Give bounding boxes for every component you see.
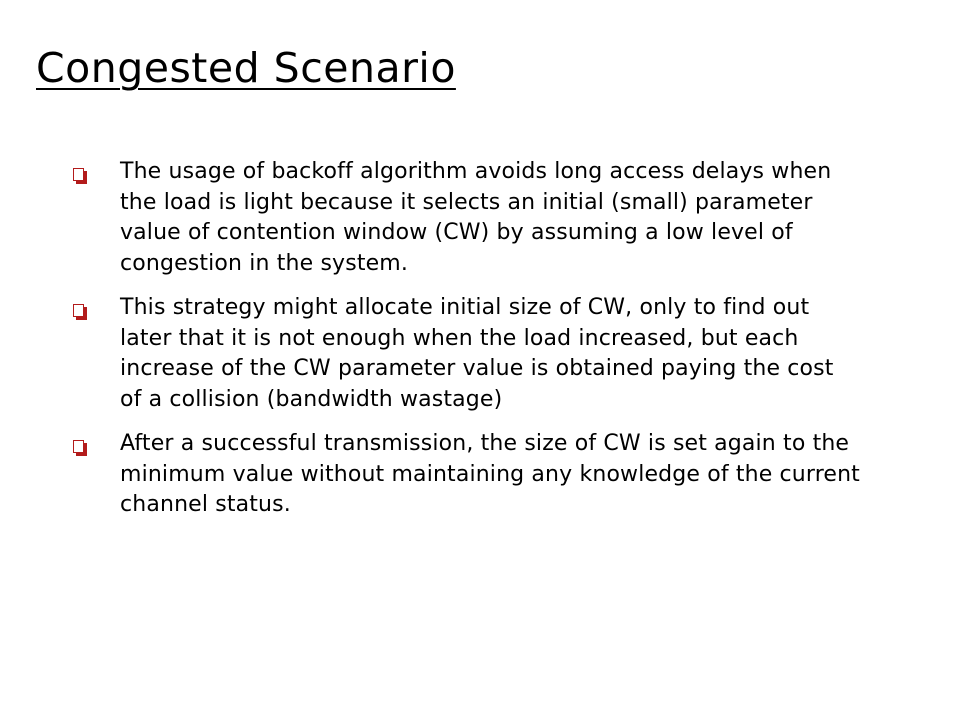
square-bullet-icon bbox=[73, 440, 84, 453]
slide-title: Congested Scenario bbox=[36, 44, 456, 92]
square-bullet-icon bbox=[73, 168, 84, 181]
bullet-text: The usage of backoff algorithm avoids long access delays when the load is light because it selects an initial (small) parameter value of contention window (CW) by assuming a low level of congestion in the system. bbox=[120, 159, 832, 276]
bullet-text: This strategy might allocate initial size of CW, only to find out later that it is not enough when the load increased, but each increase of the CW parameter value is obtained paying the cost of a collision (bandwidth wastage) bbox=[120, 295, 834, 412]
bullet-text: After a successful transmission, the size of CW is set again to the minimum value without maintaining any knowledge of the current channel status. bbox=[120, 431, 860, 517]
bullet-item bbox=[70, 157, 860, 279]
bullet-item bbox=[70, 429, 860, 521]
bullet-item bbox=[70, 293, 860, 415]
square-bullet-icon bbox=[73, 304, 84, 317]
bullet-list bbox=[70, 157, 860, 535]
